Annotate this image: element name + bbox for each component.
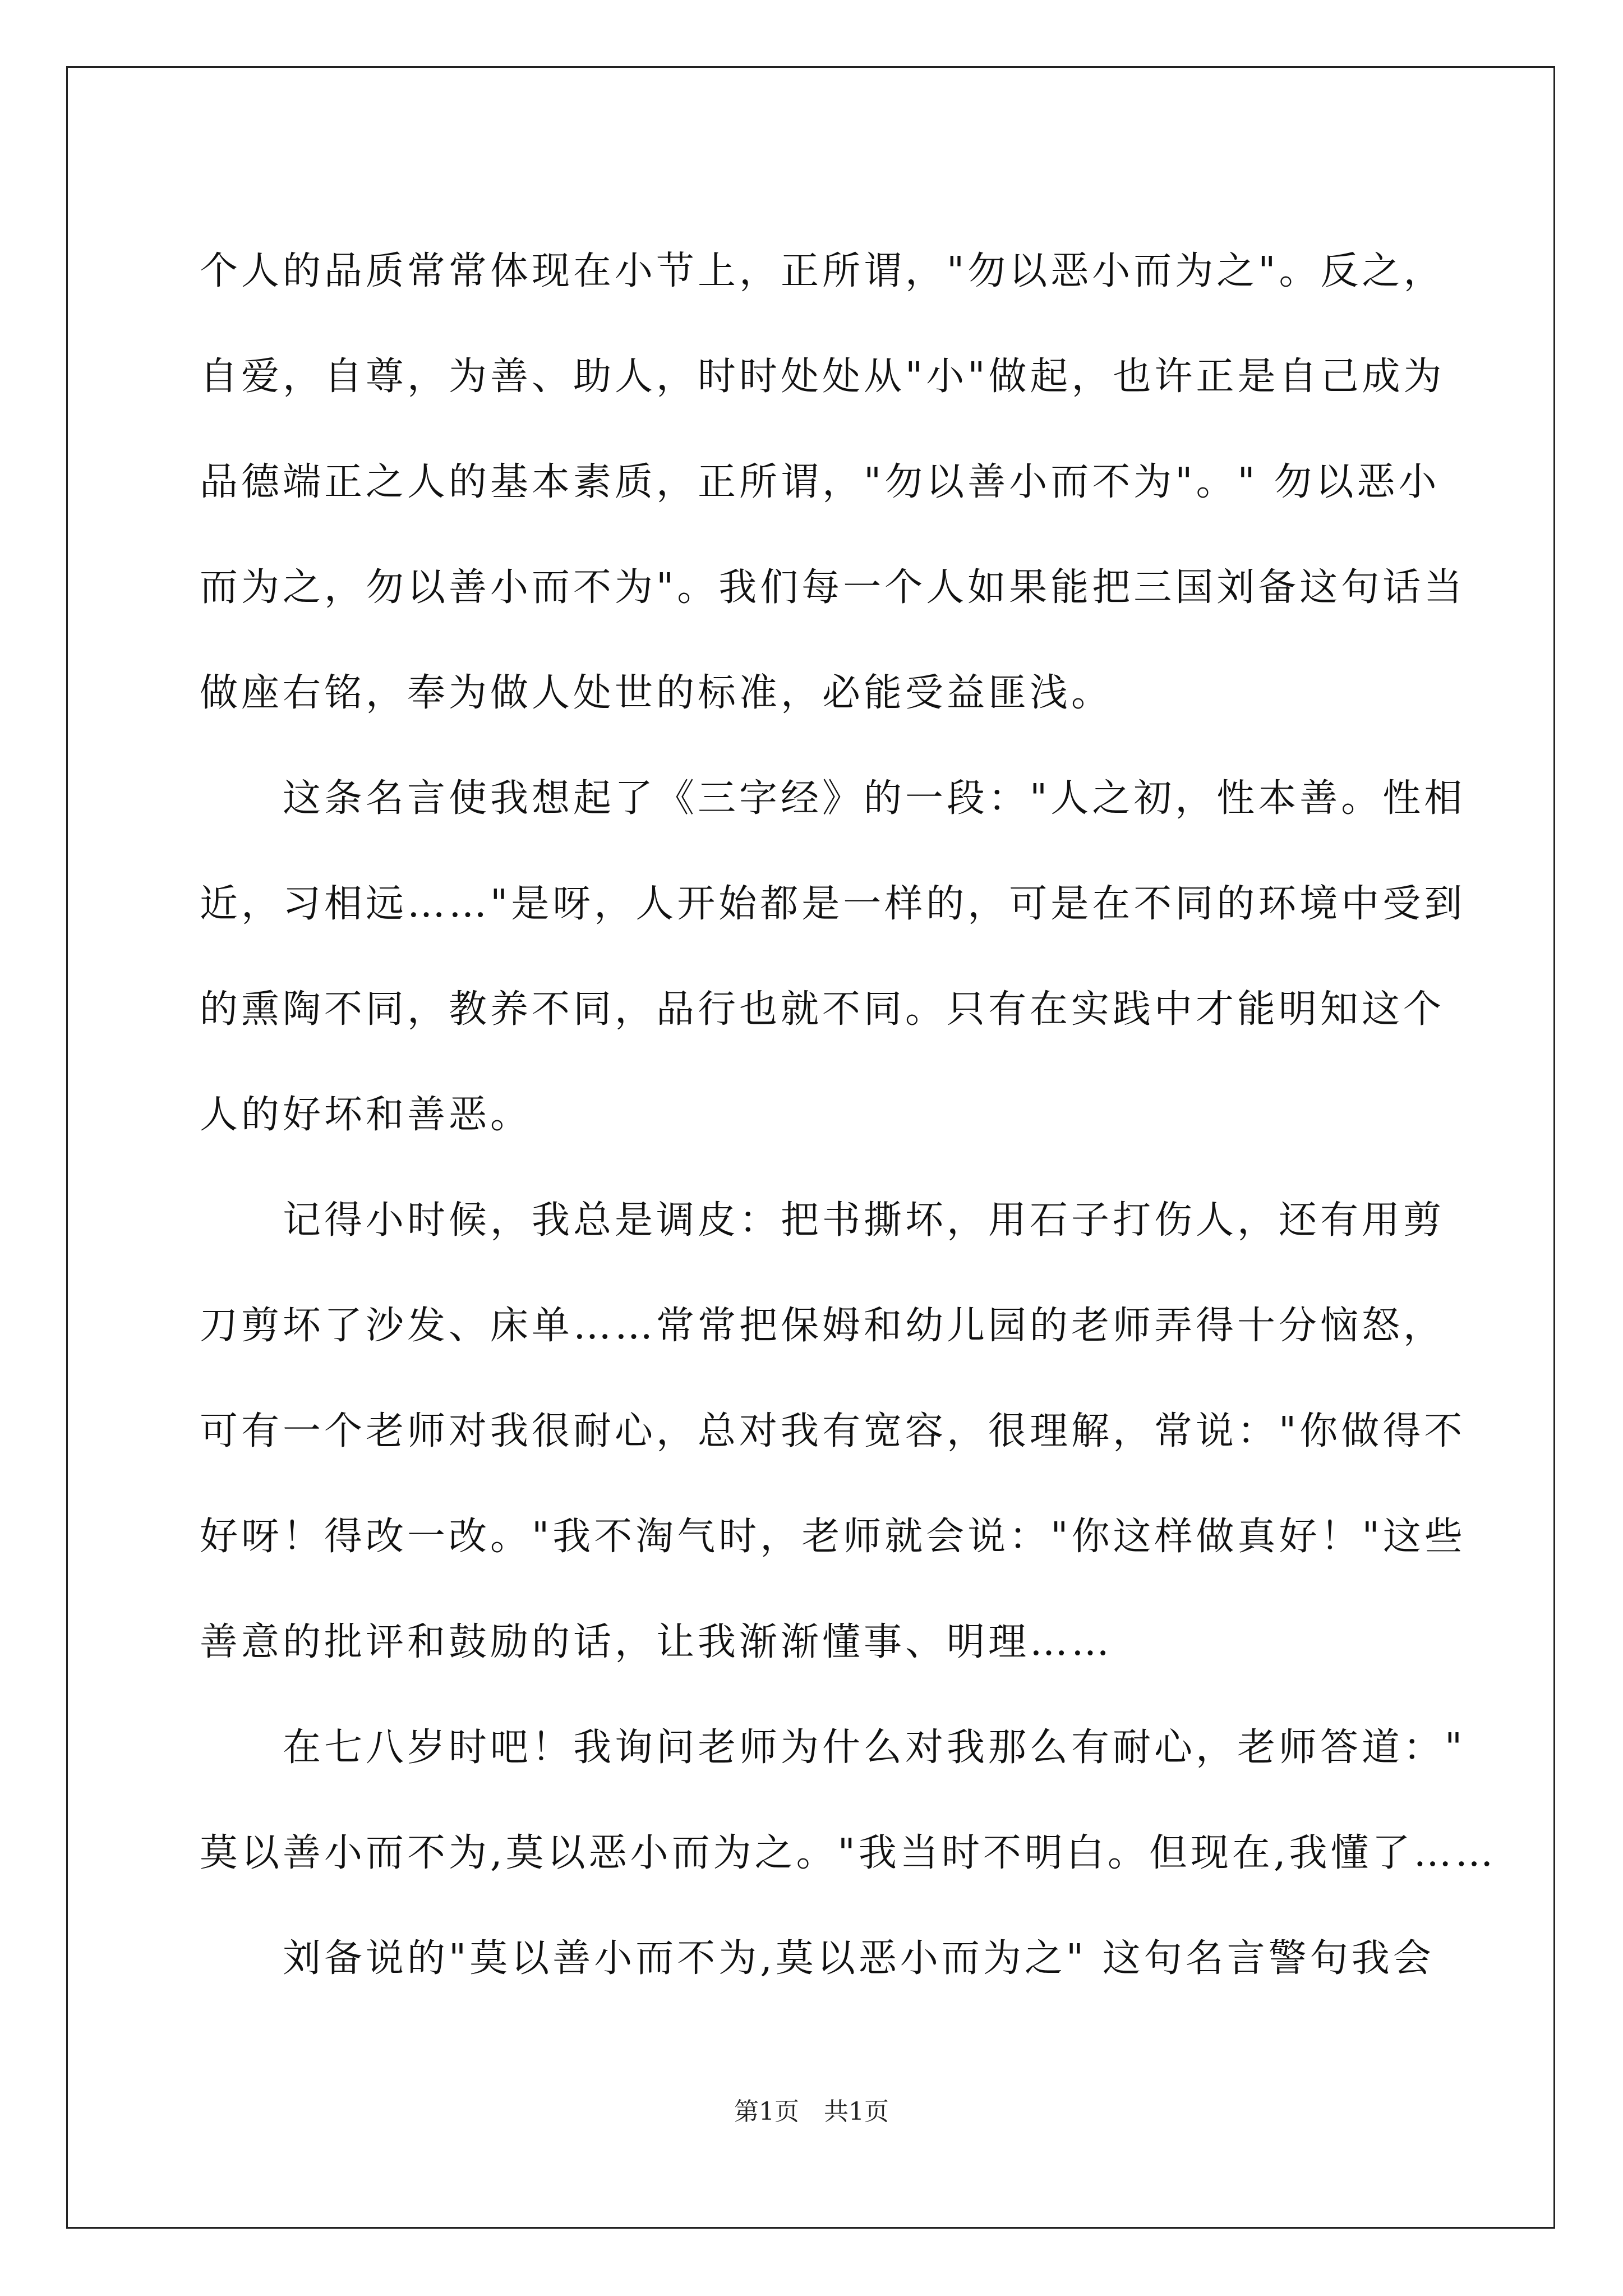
text-line: 而为之，勿以善小而不为"。我们每一个人如果能把三国刘备这句话当 [200, 565, 1466, 610]
text-line: 做座右铭，奉为做人处世的标准，必能受益匪浅。 [200, 671, 1113, 715]
text-line: 人的好坏和善恶。 [200, 1093, 532, 1137]
text-line: 近，习相远……"是呀，人开始都是一样的，可是在不同的环境中受到 [200, 882, 1466, 926]
text-line: 这条名言使我想起了《三字经》的一段："人之初，性本善。性相 [200, 776, 1466, 821]
text-line: 在七八岁时吧！我询问老师为什么对我那么有耐心，老师答道：" [200, 1726, 1466, 1770]
document-body [200, 219, 1497, 2012]
text-line: 自爱，自尊，为善、助人，时时处处从"小"做起，也许正是自己成为 [200, 355, 1445, 399]
text-line: 品德端正之人的基本素质，正所谓，"勿以善小而不为"。" 勿以恶小 [200, 460, 1440, 504]
text-line: 刀剪坏了沙发、床单……常常把保姆和幼儿园的老师弄得十分恼怒， [200, 1304, 1445, 1348]
text-line: 好呀！得改一改。"我不淘气时，老师就会说："你这样做真好！"这些 [200, 1515, 1466, 1559]
text-line: 个人的品质常常体现在小节上，正所谓，"勿以恶小而为之"。反之， [200, 249, 1445, 293]
text-line: 的熏陶不同，教养不同，品行也就不同。只有在实践中才能明知这个 [200, 987, 1445, 1032]
text-line: 记得小时候，我总是调皮：把书撕坏，用石子打伤人，还有用剪 [200, 1198, 1445, 1243]
text-line: 可有一个老师对我很耐心，总对我有宽容，很理解，常说："你做得不 [200, 1409, 1466, 1453]
text-line: 莫以善小而不为,莫以恶小而为之。"我当时不明白。但现在,我懂了…… [200, 1831, 1497, 1875]
text-line: 善意的批评和鼓励的话，让我渐渐懂事、明理…… [200, 1620, 1113, 1664]
page-footer: 第1页 共1页 [734, 2097, 889, 2126]
text-line: 刘备说的"莫以善小而不为,莫以恶小而为之" 这句名言警句我会 [200, 1936, 1435, 1981]
